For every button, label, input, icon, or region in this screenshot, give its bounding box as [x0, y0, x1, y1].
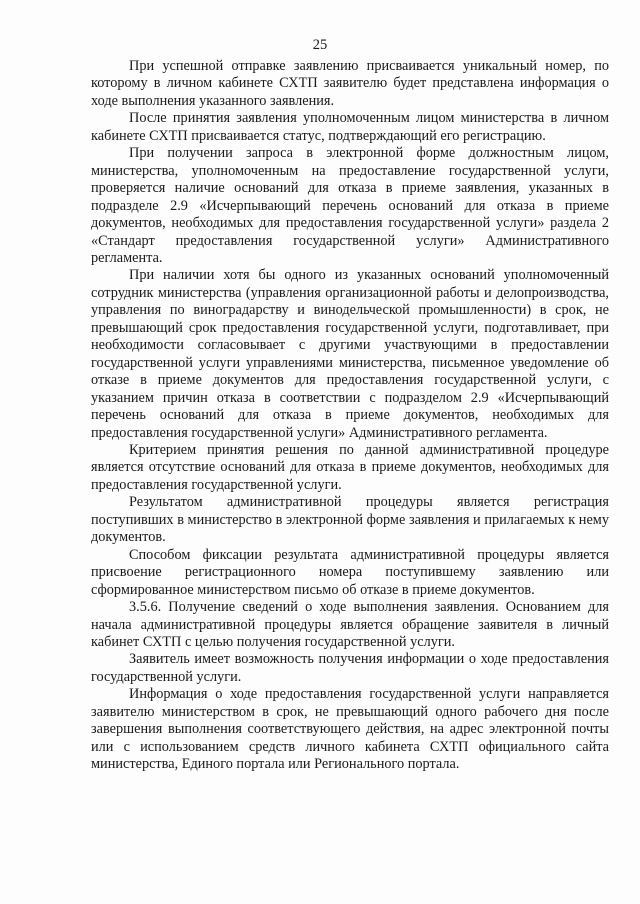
paragraph-section-3-5-6: 3.5.6. Получение сведений о ходе выполнения заявления. Основанием для начала административной процедуры является обращение заявителя в личный кабинет СХТП с целью получения государственной услуги.: [91, 599, 609, 650]
page-number: 25: [312, 37, 328, 53]
paragraph-registration-status: После принятия заявления уполномоченным лицом министерства в личном кабинете СХТП присваивается статус, подтверждающий его регистрацию.: [91, 110, 609, 144]
paragraph-unique-number: При успешной отправке заявлению присваивается уникальный номер, по которому в личном кабинете СХТП заявителю будет представлена информация о ходе выполнения указанного заявления.: [91, 58, 609, 109]
paragraph-procedure-result: Результатом административной процедуры является регистрация поступивших в министерство в электронной форме заявления и прилагаемых к нему документов.: [91, 494, 609, 546]
paragraph-progress-information: Информация о ходе предоставления государственной услуги направляется заявителю министерством в срок, не превышающий одного рабочего дня после завершения выполнения соответствующего действия, на адрес электронной почты или с использованием средств личного кабинета СХТП официального сайта министерства, Единого портала или Регионального портала.: [91, 686, 609, 773]
document-body: [91, 58, 609, 774]
paragraph-applicant-possibility: Заявитель имеет возможность получения информации о ходе предоставления государственной услуги.: [91, 651, 609, 685]
paragraph-result-fixation: Способом фиксации результата административной процедуры является присвоение регистрационного номера поступившему заявлению или сформированное министерством письмо об отказе в приеме документов.: [91, 546, 609, 598]
paragraph-decision-criterion: Критерием принятия решения по данной административной процедуре является отсутствие оснований для отказа в приеме документов, необходимых для предоставления государственной услуги.: [91, 441, 609, 493]
paragraph-request-check: При получении запроса в электронной форме должностным лицом, министерства, уполномоченным на предоставление государственной услуги, проверяется наличие оснований для отказа в приеме заявления, указанных в подразделе 2.9 «Исчерпывающий перечень оснований для отказа в приеме документов, необходимых для предоставления государственной услуги» раздела 2 «Стандарт предоставления государственной услуги» Административного регламента.: [91, 145, 609, 266]
paragraph-refusal-notice: При наличии хотя бы одного из указанных оснований уполномоченный сотрудник министерства (управления организационной работы и делопроизводства, управления по виноградарству и винодельческой промышленности) в срок, не превышающий срок предоставления государственной услуги, подготавливает, при необходимости согласовывает с другими участвующими в предоставлении государственной услуги управлениями министерства, письменное уведомление об отказе в приеме документов для предоставления государственной услуги, с указанием причин отказа в соответствии с подразделом 2.9 «Исчерпывающий перечень оснований для отказа в приеме документов, необходимых для предоставления государственной услуги» Административного регламента.: [91, 267, 609, 441]
